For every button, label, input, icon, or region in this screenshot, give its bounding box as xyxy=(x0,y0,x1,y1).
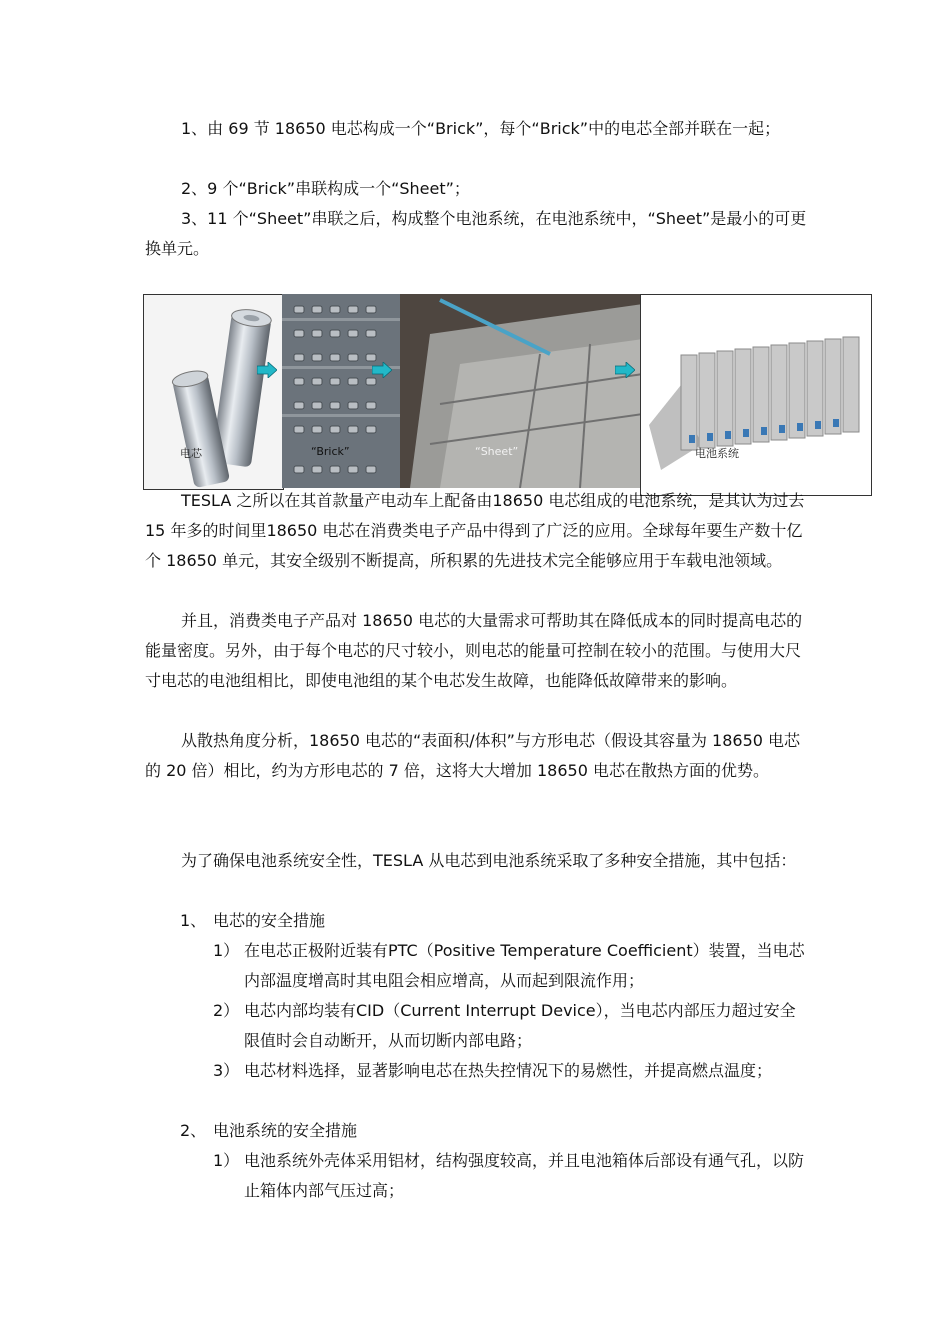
arrow-right-icon xyxy=(372,362,392,378)
section-2-number: 2、 xyxy=(180,1121,207,1140)
section-2-title: 电池系统的安全措施 xyxy=(213,1121,358,1140)
paragraph-4: 为了确保电池系统安全性，TESLA 从电芯到电池系统采取了多种安全措施，其中包括： xyxy=(181,851,797,870)
list-item-materials: 电芯材料选择，显著影响电芯在热失控情况下的易燃性，并提高燃点温度； xyxy=(244,1061,773,1080)
arrow-right-icon xyxy=(257,362,277,378)
cell-photo xyxy=(143,294,284,490)
battery-pack-image xyxy=(640,294,872,496)
list-item-enclosure: 电池系统外壳体采用铝材，结构强度较高，并且电池箱体后部设有通气孔，以防止箱体内部气压过高； xyxy=(244,1151,805,1200)
list-item-cid: 电芯内部均装有CID（Current Interrupt Device），当电芯内部压力超过安全限值时会自动断开，从而切断内部电路； xyxy=(244,1001,796,1050)
sheet-photo xyxy=(400,294,643,488)
caption-sheet: “Sheet” xyxy=(475,445,519,458)
caption-brick: “Brick” xyxy=(311,445,350,458)
item-number: 2） xyxy=(213,1001,240,1020)
battery-hierarchy-figure xyxy=(143,294,872,496)
arrow-right-icon xyxy=(615,362,635,378)
brick-photo xyxy=(282,294,400,488)
item-number: 1） xyxy=(213,941,240,960)
intro-line-1: 1、由 69 节 18650 电芯构成一个“Brick”，每个“Brick”中的电芯全部并联在一起； xyxy=(181,119,781,138)
item-number: 3） xyxy=(213,1061,240,1080)
section-1-number: 1、 xyxy=(180,911,207,930)
paragraph-2: 并且，消费类电子产品对 18650 电芯的大量需求可帮助其在降低成本的同时提高电芯的能量密度。另外，由于每个电芯的尺寸较小，则电芯的能量可控制在较小的范围。与使用大尺寸电芯的电池组相比，即使电池组的某个电芯发生故障，也能降低故障带来的影响。 xyxy=(145,611,803,690)
list-item-ptc: 在电芯正极附近装有PTC（Positive Temperature Coefficient）装置，当电芯内部温度增高时其电阻会相应增高，从而起到限流作用； xyxy=(244,941,805,990)
section-1-title: 电芯的安全措施 xyxy=(213,911,326,930)
caption-cell: 电芯 xyxy=(180,447,202,460)
item-number: 1） xyxy=(213,1151,240,1170)
intro-line-2: 2、9 个“Brick”串联构成一个“Sheet”； xyxy=(181,179,470,198)
paragraph-3: 从散热角度分析，18650 电芯的“表面积/体积”与方形电芯（假设其容量为 18650 电芯的 20 倍）相比，约为方形电芯的 7 倍，这将大大增加 18650 电芯在散热方面的优势。 xyxy=(145,731,801,780)
paragraph-1: TESLA 之所以在其首款量产电动车上配备由18650 电芯组成的电池系统，是其认为过去15 年多的时间里18650 电芯在消费类电子产品中得到了广泛的应用。全球每年要生产数十亿个 18650 单元，其安全级别不断提高，所积累的先进技术完全能够应用于车载电池领域。 xyxy=(145,491,805,570)
caption-battery-system: 电池系统 xyxy=(695,447,739,460)
intro-line-3: 3、11 个“Sheet”串联之后，构成整个电池系统，在电池系统中，“Sheet”是最小的可更换单元。 xyxy=(145,209,807,258)
